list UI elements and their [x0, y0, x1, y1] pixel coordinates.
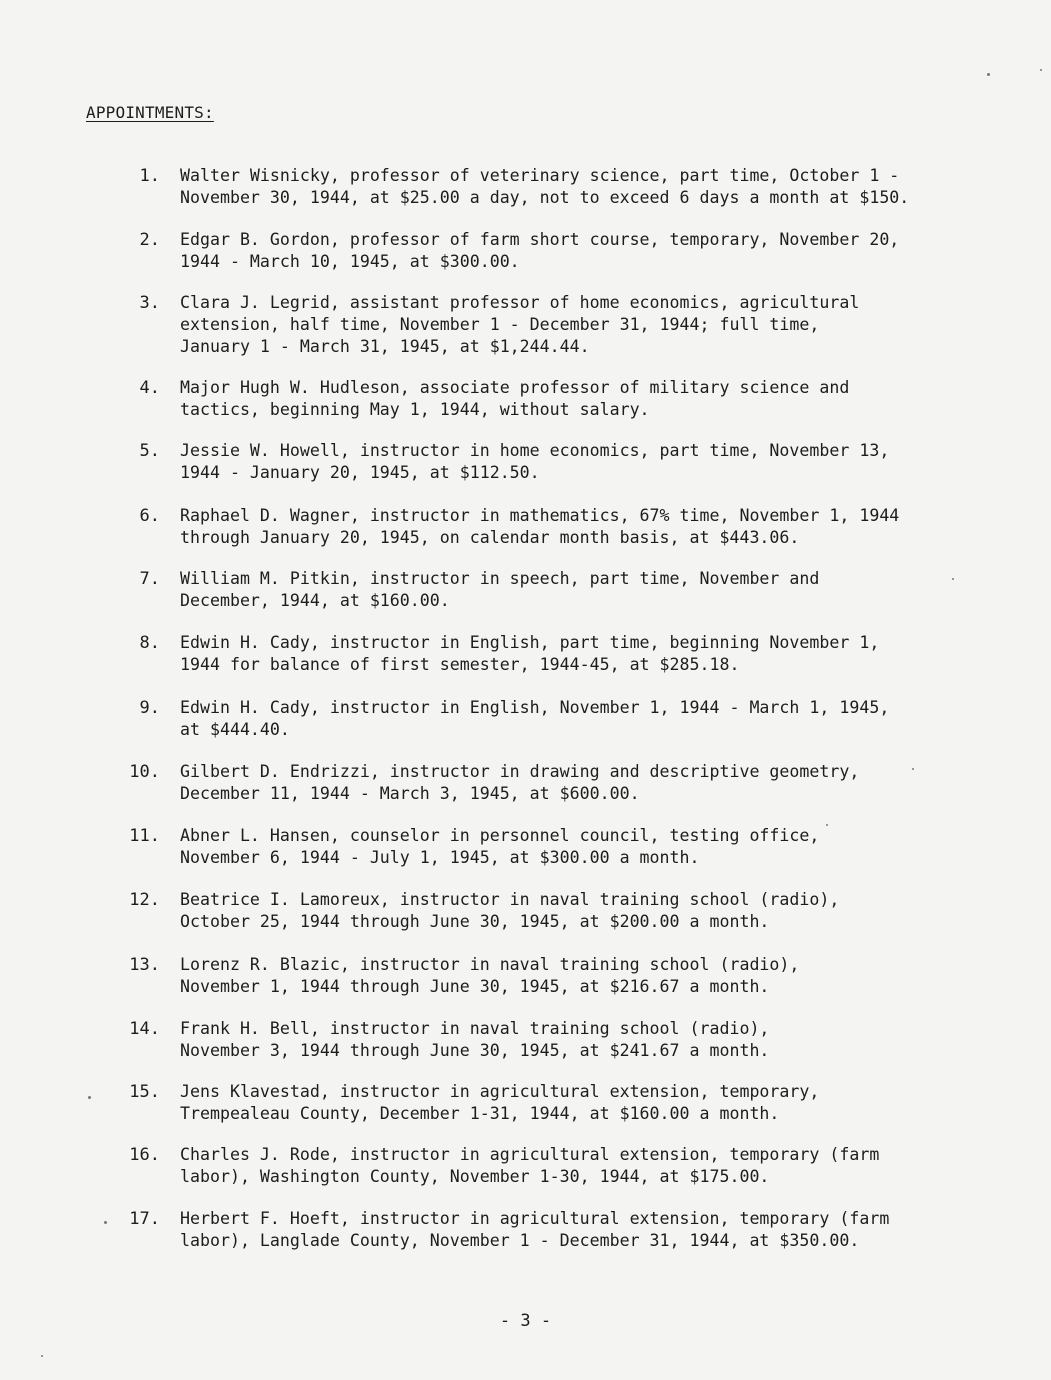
- item-number: 3.: [139, 293, 160, 313]
- item-line: December, 1944, at $160.00.: [180, 591, 450, 610]
- item-text: [180, 1144, 960, 1188]
- item-text: [180, 1018, 960, 1062]
- item-text: [180, 229, 960, 273]
- item-number: 12.: [129, 890, 160, 910]
- scan-speck: [1040, 69, 1042, 71]
- item-line: tactics, beginning May 1, 1944, without salary.: [180, 400, 650, 419]
- item-line: November 3, 1944 through June 30, 1945, at $241.67 a month.: [180, 1041, 770, 1060]
- item-number: 1.: [139, 166, 160, 186]
- section-heading: APPOINTMENTS:: [86, 103, 214, 122]
- item-line: Raphael D. Wagner, instructor in mathematics, 67% time, November 1, 1944: [180, 506, 900, 525]
- item-text: [180, 632, 960, 676]
- scan-speck: [88, 1096, 91, 1099]
- item-number: 7.: [139, 569, 160, 589]
- item-text: [180, 440, 960, 484]
- item-line: Jessie W. Howell, instructor in home economics, part time, November 13,: [180, 441, 890, 460]
- scan-speck: [952, 578, 954, 580]
- item-line: Clara J. Legrid, assistant professor of home economics, agricultural: [180, 293, 860, 312]
- item-line: November 1, 1944 through June 30, 1945, at $216.67 a month.: [180, 977, 770, 996]
- item-line: Walter Wisnicky, professor of veterinary science, part time, October 1 -: [180, 166, 900, 185]
- item-text: [180, 825, 960, 869]
- item-text: [180, 292, 960, 358]
- item-text: [180, 1081, 960, 1125]
- item-text: [180, 1208, 960, 1252]
- item-number: 10.: [129, 762, 160, 782]
- item-line: Frank H. Bell, instructor in naval training school (radio),: [180, 1019, 770, 1038]
- scan-speck: [987, 73, 990, 76]
- scan-speck: [912, 768, 914, 770]
- item-line: October 25, 1944 through June 30, 1945, at $200.00 a month.: [180, 912, 770, 931]
- page-number: - 3 -: [499, 1311, 552, 1331]
- item-line: November 30, 1944, at $25.00 a day, not to exceed 6 days a month at $150.: [180, 188, 910, 207]
- item-line: through January 20, 1945, on calendar month basis, at $443.06.: [180, 528, 800, 547]
- scan-speck: [104, 1221, 107, 1224]
- item-line: Trempealeau County, December 1-31, 1944, at $160.00 a month.: [180, 1104, 780, 1123]
- item-line: Abner L. Hansen, counselor in personnel council, testing office,: [180, 826, 820, 845]
- item-line: 1944 - March 10, 1945, at $300.00.: [180, 252, 520, 271]
- item-number: 11.: [129, 826, 160, 846]
- item-number: 4.: [139, 378, 160, 398]
- item-line: 1944 for balance of first semester, 1944-45, at $285.18.: [180, 655, 740, 674]
- item-number: 15.: [129, 1082, 160, 1102]
- item-line: 1944 - January 20, 1945, at $112.50.: [180, 463, 540, 482]
- item-text: [180, 954, 960, 998]
- item-line: Herbert F. Hoeft, instructor in agricultural extension, temporary (farm: [180, 1209, 890, 1228]
- item-number: 5.: [139, 441, 160, 461]
- item-line: William M. Pitkin, instructor in speech, part time, November and: [180, 569, 820, 588]
- item-line: November 6, 1944 - July 1, 1945, at $300.00 a month.: [180, 848, 700, 867]
- item-number: 17.: [129, 1209, 160, 1229]
- item-line: labor), Langlade County, November 1 - December 31, 1944, at $350.00.: [180, 1231, 860, 1250]
- scan-speck: [826, 824, 828, 826]
- item-text: [180, 568, 960, 612]
- item-number: 14.: [129, 1019, 160, 1039]
- item-number: 8.: [139, 633, 160, 653]
- item-number: 13.: [129, 955, 160, 975]
- item-text: [180, 889, 960, 933]
- item-text: [180, 761, 960, 805]
- item-text: [180, 165, 960, 209]
- item-line: Lorenz R. Blazic, instructor in naval training school (radio),: [180, 955, 800, 974]
- item-line: at $444.40.: [180, 720, 290, 739]
- item-line: Jens Klavestad, instructor in agricultural extension, temporary,: [180, 1082, 820, 1101]
- item-line: January 1 - March 31, 1945, at $1,244.44.: [180, 337, 590, 356]
- item-line: December 11, 1944 - March 3, 1945, at $600.00.: [180, 784, 640, 803]
- item-number: 9.: [139, 698, 160, 718]
- item-line: Charles J. Rode, instructor in agricultural extension, temporary (farm: [180, 1145, 880, 1164]
- item-line: Edwin H. Cady, instructor in English, November 1, 1944 - March 1, 1945,: [180, 698, 890, 717]
- item-line: Edwin H. Cady, instructor in English, part time, beginning November 1,: [180, 633, 880, 652]
- item-text: [180, 377, 960, 421]
- item-line: Gilbert D. Endrizzi, instructor in drawing and descriptive geometry,: [180, 762, 860, 781]
- item-line: extension, half time, November 1 - December 31, 1944; full time,: [180, 315, 820, 334]
- item-line: Major Hugh W. Hudleson, associate professor of military science and: [180, 378, 850, 397]
- item-line: Edgar B. Gordon, professor of farm short course, temporary, November 20,: [180, 230, 900, 249]
- item-number: 16.: [129, 1145, 160, 1165]
- item-number: 2.: [139, 230, 160, 250]
- item-line: labor), Washington County, November 1-30, 1944, at $175.00.: [180, 1167, 770, 1186]
- item-number: 6.: [139, 506, 160, 526]
- item-line: Beatrice I. Lamoreux, instructor in naval training school (radio),: [180, 890, 840, 909]
- scan-speck: [41, 1355, 43, 1357]
- item-text: [180, 697, 960, 741]
- item-text: [180, 505, 960, 549]
